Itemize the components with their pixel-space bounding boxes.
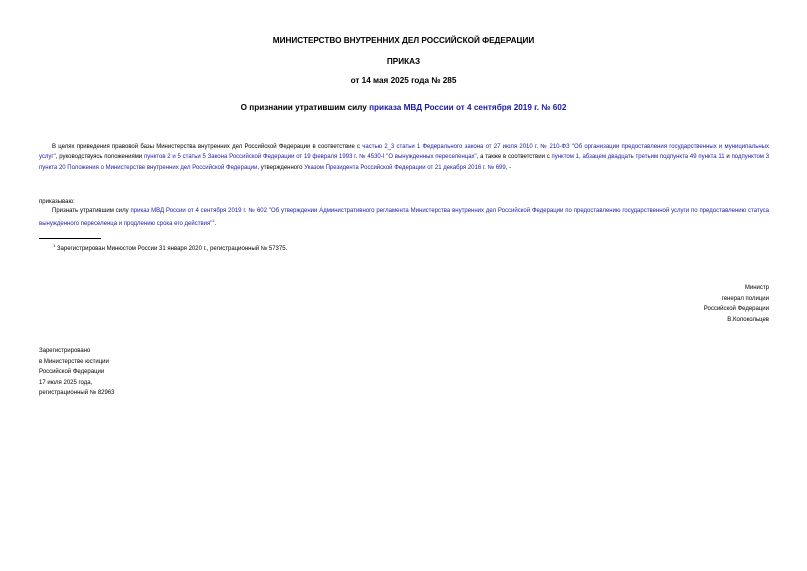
intro-paragraph [39, 142, 769, 173]
registration-line-1: Зарегистрировано [39, 348, 91, 354]
signature-block [704, 283, 769, 325]
link-law-4530[interactable]: пунктов 2 и 5 статьи 5 Закона Российской Федерации от 19 февраля 1993 г. № 4530-I "О вынужденных переселенцах" [144, 154, 477, 161]
date-number-heading: от 14 мая 2025 года № 285 [350, 76, 457, 85]
registration-line-2: в Министерстве юстиции [39, 358, 109, 365]
registration-number: регистрационный № 82963 [39, 390, 115, 397]
registration-date: 17 июля 2025 года, [39, 379, 93, 386]
title-prefix: О признании утратившим силу [240, 103, 370, 112]
footnote-divider [39, 238, 101, 239]
main-text-2: . [214, 221, 217, 228]
link-federal-law-210[interactable]: частью 2_3 статьи 1 Федерального закона от 27 июля 2010 г. № 210-ФЗ "Об организации предоставления государственных и муниципальных услуг" [39, 144, 769, 161]
footnote [53, 241, 287, 254]
intro-text-2: , руководствуясь положениями [55, 154, 145, 161]
registration-line-3: Российской Федерации [39, 369, 105, 376]
link-point-1[interactable]: пунктом 1, абзацем двадцать третьим подпункта 49 пункта 11 [551, 154, 725, 161]
document-type-heading: ПРИКАЗ [386, 57, 421, 66]
link-regulation-point-20[interactable]: подпунктом 3 пункта 20 Положения о Министерстве внутренних дел Российской Федерации [39, 154, 770, 171]
footnote-mark: 1 [53, 243, 56, 248]
ministry-heading: МИНИСТЕРСТВО ВНУТРЕННИХ ДЕЛ РОССИЙСКОЙ ФЕДЕРАЦИИ [272, 36, 535, 45]
main-paragraph [39, 206, 769, 230]
document-title [0, 103, 807, 112]
intro-text-1: В целях приведения правовой базы Министерства внутренних дел Российской Федерации в соответствие с [52, 144, 363, 150]
link-order-602[interactable]: приказ МВД России от 4 сентября 2019 г. № 602 "Об утверждении Административного регламента Министерства внутренних дел Российской Федерации по предоставлению государственной услуги по предоставлению статуса вынужденного переселенца и продлению срока его действия" [39, 208, 769, 228]
signature-name: В.Колокольцев [727, 316, 769, 323]
intro-text-6: , - [505, 164, 512, 171]
intro-text-3: , а также в соответствии с [476, 154, 552, 161]
intro-text-4: и [724, 154, 732, 161]
main-text-1: Признать утратившим силу [52, 208, 131, 214]
registration-block [39, 346, 115, 399]
signature-country: Российской Федерации [703, 306, 769, 313]
orders-label: приказываю: [39, 199, 75, 205]
link-presidential-decree-699[interactable]: Указом Президента Российской Федерации от 21 декабря 2016 г. № 699 [304, 164, 506, 171]
footnote-text: Зарегистрирован Минюстом России 31 января 2020 г., регистрационный № 57375. [55, 246, 288, 252]
title-link-order-602[interactable]: приказа МВД России от 4 сентября 2019 г. № 602 [369, 103, 567, 112]
signature-rank: генерал полиции [721, 295, 769, 302]
signature-position: Министр [744, 285, 769, 291]
intro-text-5: , утвержденного [257, 164, 305, 171]
footnote-reference[interactable]: 1 [212, 218, 215, 224]
